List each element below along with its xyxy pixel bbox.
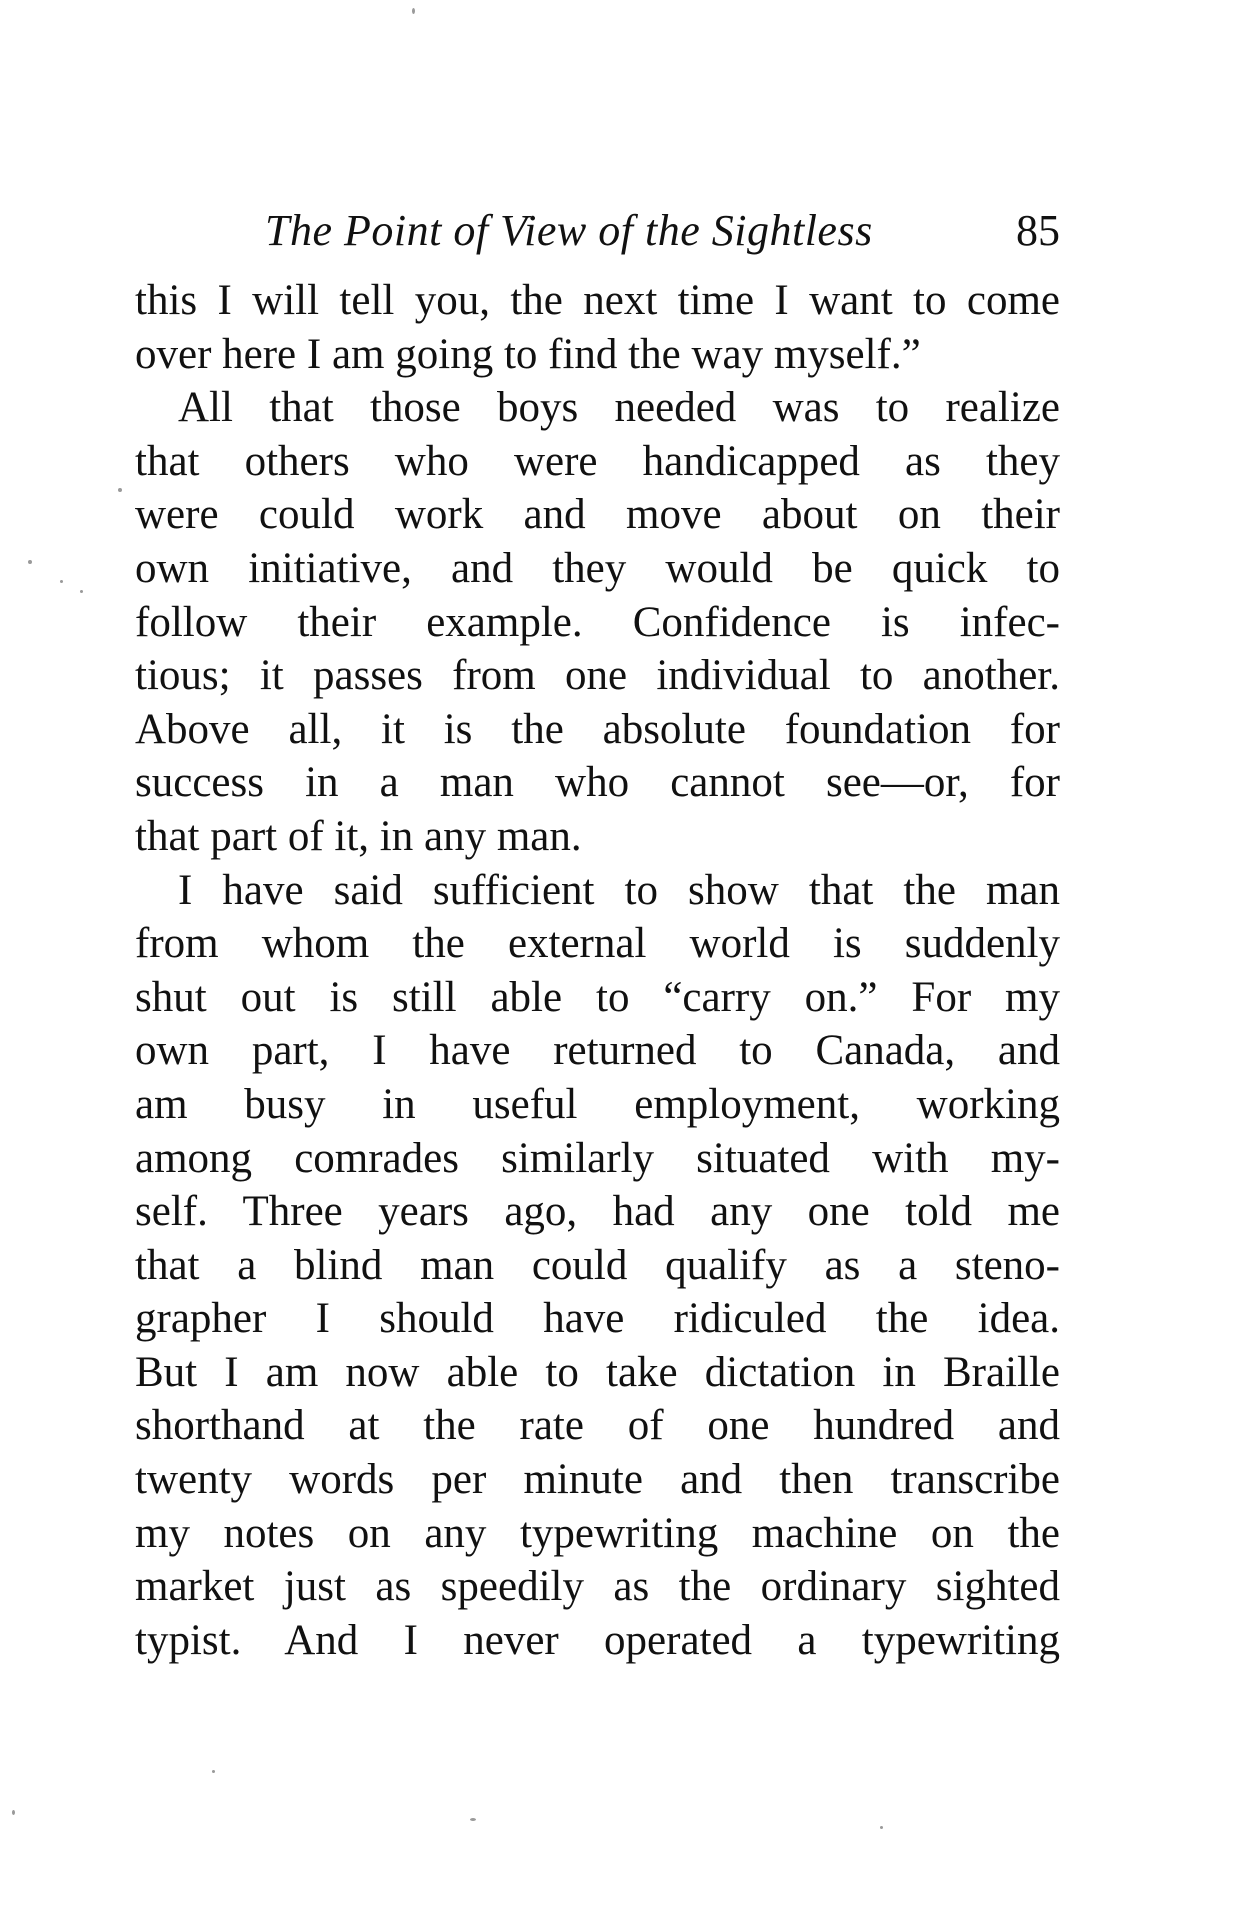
scan-speck: [412, 8, 415, 14]
running-head-title: The Point of View of the Sightless: [265, 206, 873, 255]
scan-speck: [28, 560, 32, 564]
text-line: that part of it, in any man.: [135, 812, 582, 860]
running-head: [135, 205, 1060, 261]
scan-speck: [60, 580, 63, 583]
text-line: am busy in useful employment, working: [135, 1080, 1060, 1128]
body-text: [135, 274, 1060, 1667]
text-line: shorthand at the rate of one hundred and: [135, 1402, 1060, 1450]
text-line: self. Three years ago, had any one told me: [135, 1188, 1060, 1236]
text-line: I have said sufficient to show that the man: [178, 866, 1060, 914]
text-line: market just as speedily as the ordinary sighted: [135, 1563, 1060, 1611]
text-line: follow their example. Confidence is infec-: [135, 598, 1060, 646]
scan-speck: [880, 1826, 883, 1829]
scan-speck: [80, 590, 83, 593]
text-line: that others who were handicapped as they: [135, 437, 1060, 485]
text-line: among comrades similarly situated with my-: [135, 1134, 1060, 1182]
text-line: that a blind man could qualify as a steno-: [135, 1241, 1060, 1289]
text-line: from whom the external world is suddenly: [135, 920, 1060, 968]
text-line: over here I am going to find the way myself.”: [135, 330, 921, 378]
text-line: Above all, it is the absolute foundation for: [135, 705, 1060, 753]
text-line: twenty words per minute and then transcribe: [135, 1456, 1060, 1504]
text-line: typist. And I never operated a typewriting: [135, 1616, 1060, 1664]
scan-speck: [118, 488, 122, 492]
page-number: 85: [1016, 206, 1060, 255]
text-line: were could work and move about on their: [135, 491, 1060, 539]
text-line: this I will tell you, the next time I want to come: [135, 277, 1060, 324]
text-line: success in a man who cannot see—or, for: [135, 759, 1060, 807]
text-line: shut out is still able to “carry on.” For my: [135, 973, 1060, 1021]
text-line: grapher I should have ridiculed the idea.: [135, 1295, 1060, 1343]
scan-speck: [212, 1770, 215, 1773]
text-line: own initiative, and they would be quick to: [135, 544, 1060, 592]
text-line: But I am now able to take dictation in Braille: [135, 1348, 1060, 1396]
scan-speck: [12, 1810, 15, 1815]
text-line: tious; it passes from one individual to another.: [135, 652, 1060, 700]
text-line: own part, I have returned to Canada, and: [135, 1027, 1060, 1075]
scan-speck: [470, 1818, 476, 1821]
text-line: my notes on any typewriting machine on the: [135, 1509, 1060, 1557]
text-line: All that those boys needed was to realize: [178, 384, 1060, 432]
